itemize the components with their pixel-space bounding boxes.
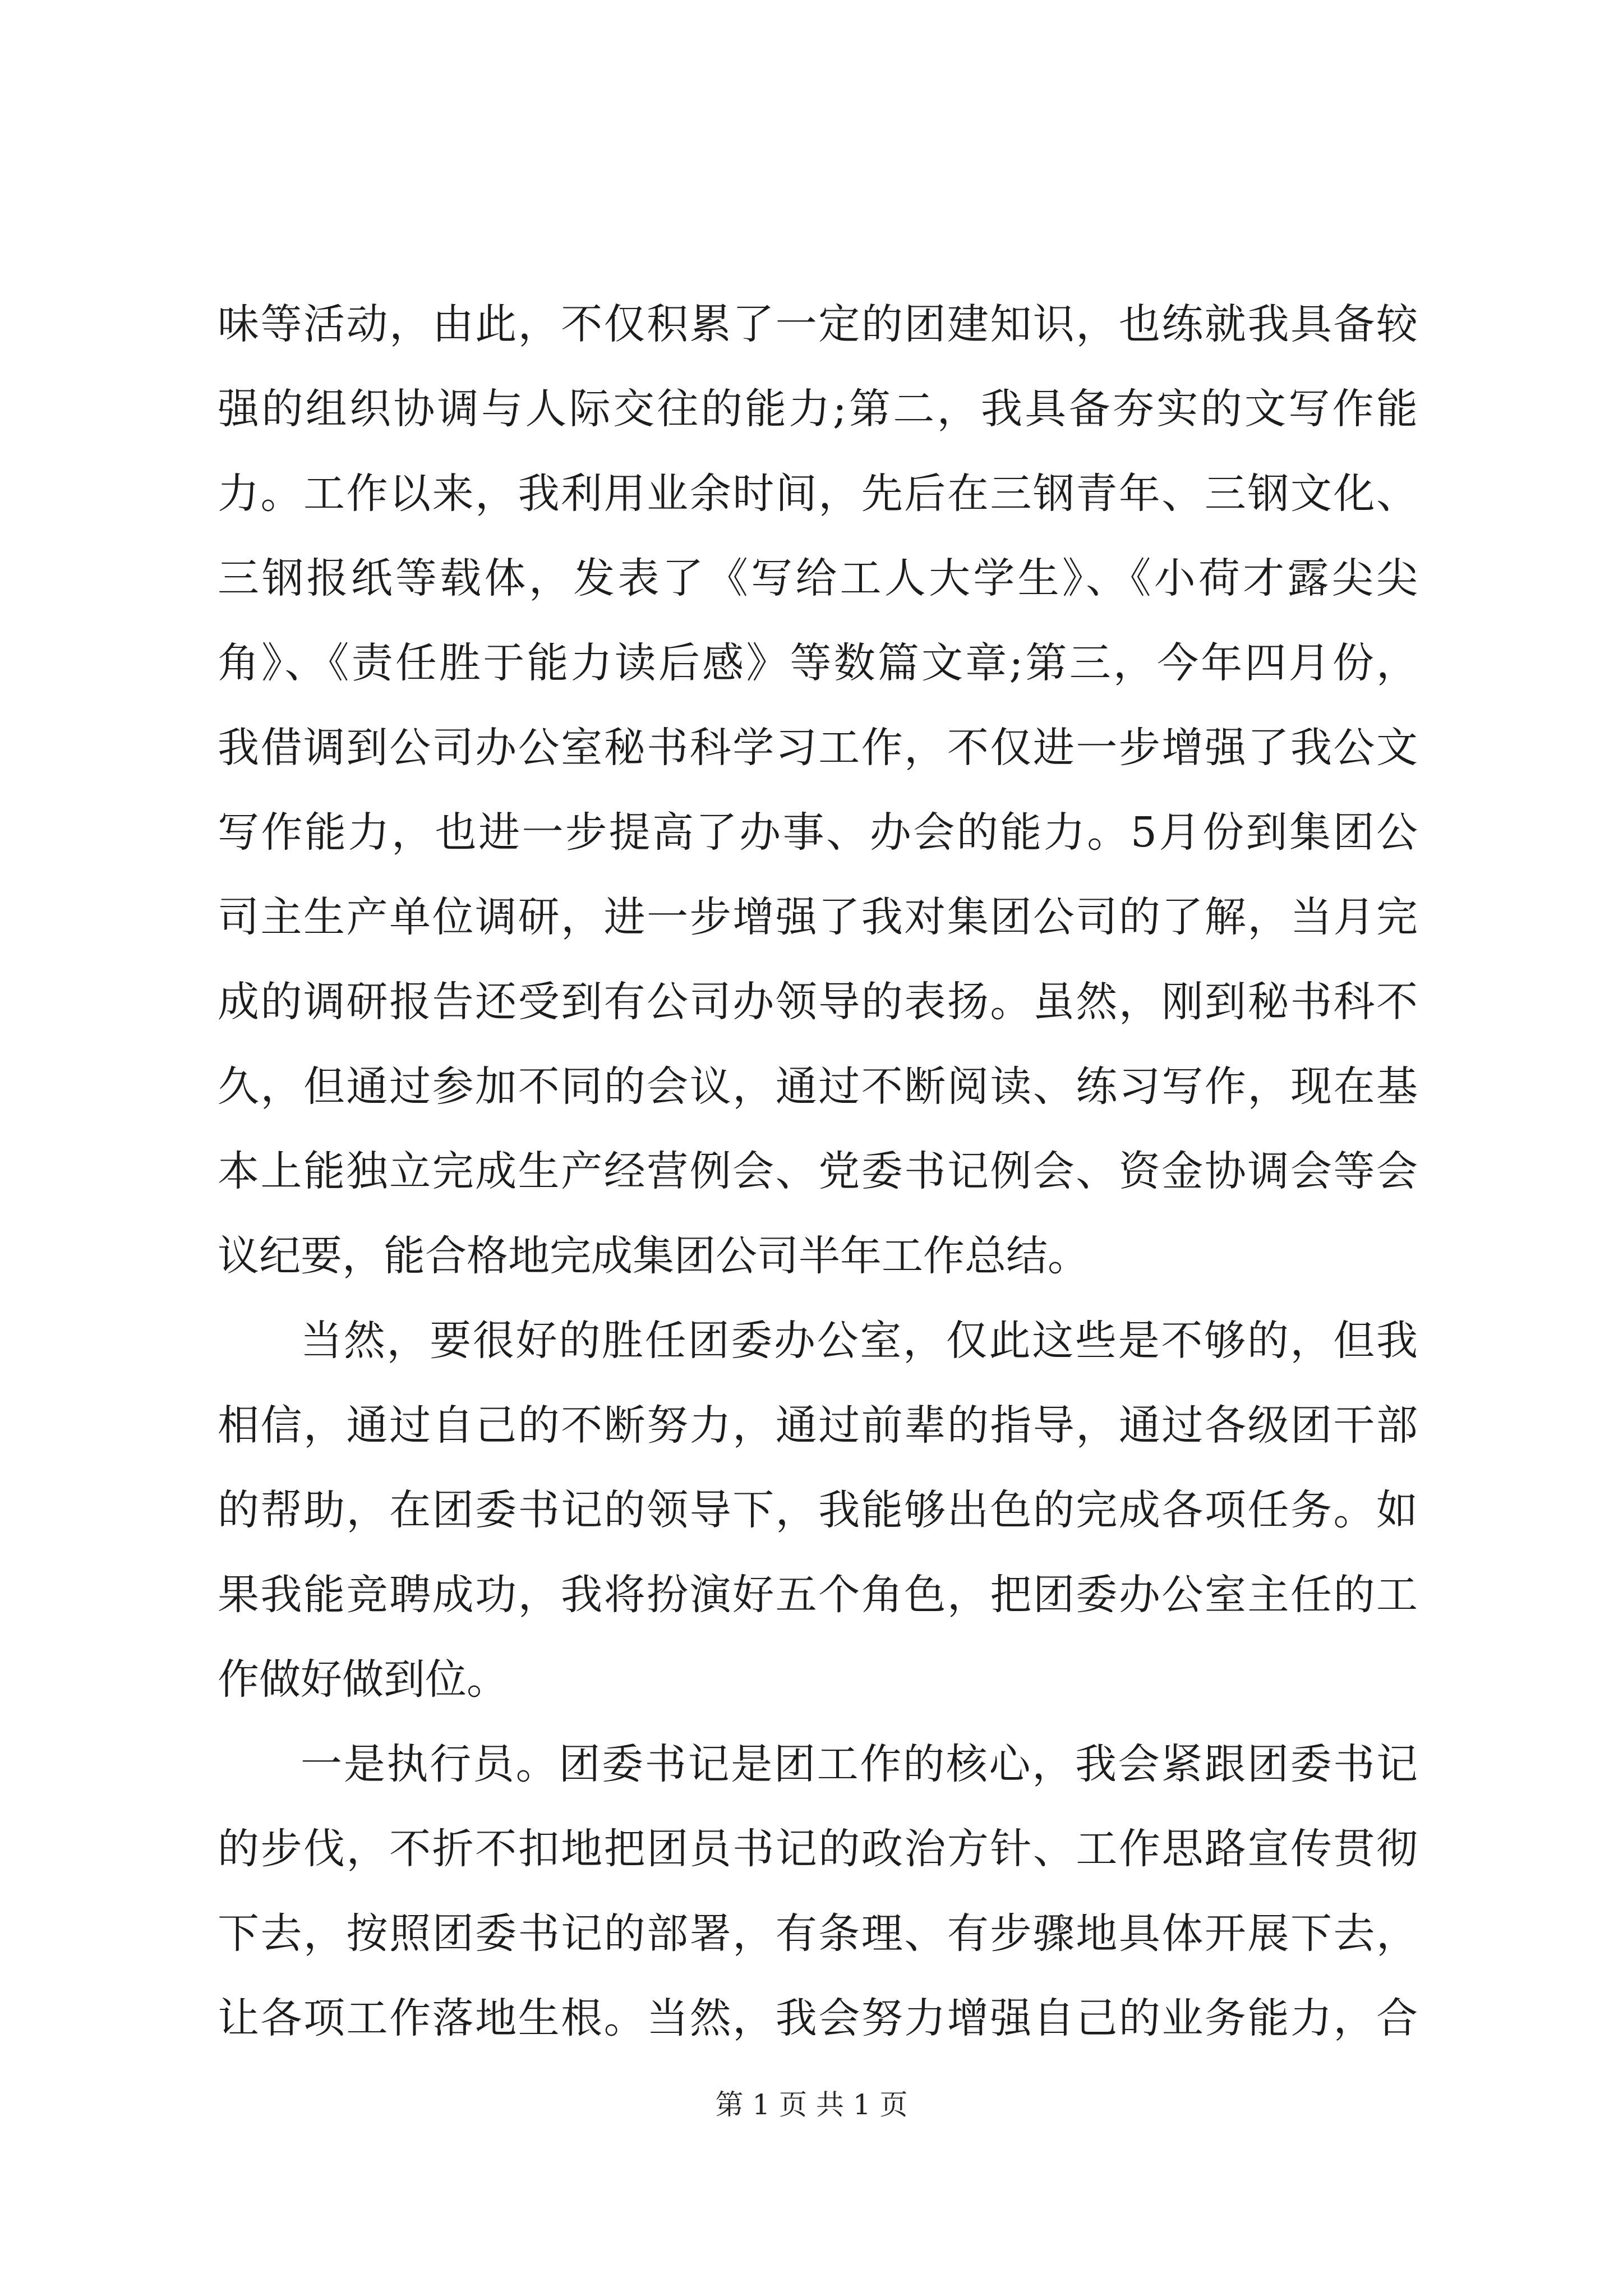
text-line: 写作能力，也进一步提高了办事、办会的能力。5月份到集团公 (218, 808, 1418, 857)
text-line: 力。工作以来，我利用业余时间，先后在三钢青年、三钢文化、 (218, 470, 1418, 518)
text-line: 相信，通过自己的不断努力，通过前辈的指导，通过各级团干部 (218, 1401, 1418, 1450)
text-line: 的帮助，在团委书记的领导下，我能够出色的完成各项任务。如 (218, 1486, 1418, 1534)
text-line: 作做好做到位。 (218, 1655, 508, 1704)
text-line: 味等活动，由此，不仅积累了一定的团建知识，也练就我具备较 (218, 300, 1418, 348)
text-line: 议纪要，能合格地完成集团公司半年工作总结。 (218, 1232, 1089, 1280)
text-line: 成的调研报告还受到有公司办领导的表扬。虽然，刚到秘书科不 (218, 978, 1418, 1026)
text-line: 下去，按照团委书记的部署，有条理、有步骤地具体开展下去， (218, 1910, 1418, 1958)
text-line: 的步伐，不折不扣地把团员书记的政治方针、工作思路宣传贯彻 (218, 1825, 1418, 1873)
text-line: 让各项工作落地生根。当然，我会努力增强自己的业务能力，合 (218, 1994, 1418, 2042)
paragraph-first-line: 一是执行员。团委书记是团工作的核心，我会紧跟团委书记 (301, 1740, 1418, 1788)
page-number-footer: 第 1 页 共 1 页 (715, 2088, 908, 2121)
text-line: 久，但通过参加不同的会议，通过不断阅读、练习写作，现在基 (218, 1062, 1418, 1111)
text-line: 角》、《责任胜于能力读后感》等数篇文章;第三，今年四月份， (218, 639, 1418, 687)
text-line: 强的组织协调与人际交往的能力;第二，我具备夯实的文写作能 (218, 385, 1418, 433)
text-line: 果我能竞聘成功，我将扮演好五个角色，把团委办公室主任的工 (218, 1571, 1418, 1619)
text-line: 三钢报纸等载体，发表了《写给工人大学生》、《小荷才露尖尖 (218, 554, 1418, 602)
text-line: 司主生产单位调研，进一步增强了我对集团公司的了解，当月完 (218, 893, 1418, 941)
text-line: 本上能独立完成生产经营例会、党委书记例会、资金协调会等会 (218, 1147, 1418, 1195)
text-line: 我借调到公司办公室秘书科学习工作，不仅进一步增强了我公文 (218, 724, 1418, 772)
paragraph-first-line: 当然，要很好的胜任团委办公室，仅此这些是不够的，但我 (301, 1317, 1418, 1365)
